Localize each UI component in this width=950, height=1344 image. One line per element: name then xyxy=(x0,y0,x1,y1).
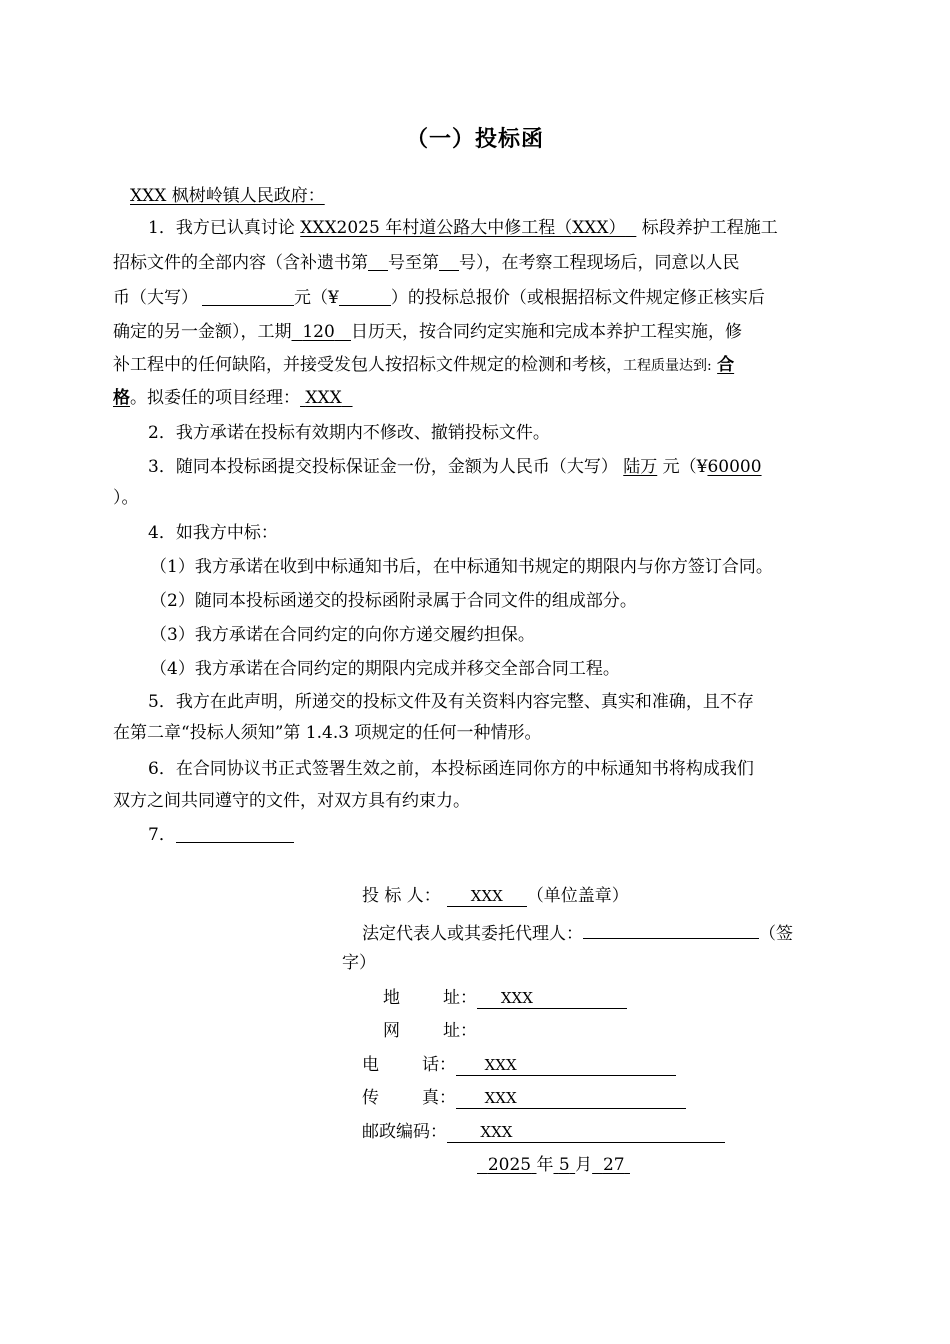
p6-line-1: 6．在合同协议书正式签署生效之前，本投标函连同你方的中标通知书将构成我们 xyxy=(148,759,754,779)
address-label: 地 xyxy=(383,988,400,1008)
fax-value: XXX xyxy=(456,1088,686,1109)
p7-number: 7． xyxy=(148,825,176,845)
p1-line-6 xyxy=(113,386,353,410)
date-month: 5 xyxy=(558,1155,570,1175)
date-day: 27 xyxy=(602,1155,625,1175)
p1-text: 日历天，按合同约定实施和完成本养护工程实施，修 xyxy=(350,322,742,342)
website-label: 址： xyxy=(443,1021,477,1041)
p3-text: 3．随同本投标函提交投标保证金一份，金额为人民币（大写） xyxy=(148,457,618,477)
bidder-label: 投 标 人： xyxy=(362,886,441,906)
quality-label: 工程质量达到: xyxy=(623,358,712,374)
total-price-number-blank xyxy=(339,287,391,306)
addressee-text: XXX 枫树岭镇人民政府： xyxy=(130,186,325,206)
postcode-label: 邮政编码： xyxy=(362,1122,447,1142)
duration-value: 120 xyxy=(302,322,335,342)
representative-signature-blank xyxy=(583,918,759,939)
postcode-row xyxy=(362,1120,725,1144)
phone-value: XXX xyxy=(456,1055,676,1076)
website-label: 网 xyxy=(383,1021,400,1041)
p5-line-2: 在第二章“投标人须知”第 1.4.3 项规定的任何一种情形。 xyxy=(113,723,542,743)
p4-item-1: （1）我方承诺在收到中标通知书后，在中标通知书规定的期限内与你方签订合同。 xyxy=(150,557,773,577)
p1-line-5 xyxy=(113,353,734,378)
date-row xyxy=(477,1153,630,1177)
p3-line-2: ）。 xyxy=(113,488,139,508)
p1-line-2 xyxy=(113,251,740,275)
p1-line-4 xyxy=(113,320,742,344)
phone-row xyxy=(362,1053,676,1077)
representative-note: （签 xyxy=(759,924,793,944)
manager-name: XXX xyxy=(305,388,342,408)
project-name: XXX2025 年村道公路大中修工程（XXX） xyxy=(300,218,626,238)
phone-label: 电 xyxy=(362,1055,379,1075)
fax-row xyxy=(362,1086,686,1110)
guarantee-amount-words: 陆万 xyxy=(623,457,658,477)
p1-line-3 xyxy=(113,286,765,310)
phone-label: 话： xyxy=(422,1055,456,1075)
website-row xyxy=(383,1019,477,1043)
p1-text: 确定的另一金额），工期 xyxy=(113,322,292,342)
quality-value-1: 合 xyxy=(717,355,735,375)
p1-text: 币（大写） xyxy=(113,288,198,308)
p1-text: ）的投标总报价（或根据招标文件规定修正核实后 xyxy=(390,288,765,308)
addendum-from-blank xyxy=(368,252,388,271)
bidder-note: （单位盖章） xyxy=(526,886,629,906)
p3-line-1 xyxy=(148,455,762,479)
p1-text: 标段养护工程施工 xyxy=(636,218,778,238)
p5-line-1: 5．我方在此声明，所递交的投标文件及有关资料内容完整、真实和准确，且不存 xyxy=(148,692,754,712)
p3-text: 元（¥ xyxy=(662,457,708,477)
postcode-value: XXX xyxy=(447,1122,725,1143)
bidder-value: XXX xyxy=(447,886,527,907)
page-title: （一）投标函 xyxy=(405,127,544,152)
p1-text: 元（¥ xyxy=(294,288,339,308)
p2: 2．我方承诺在投标有效期内不修改、撤销投标文件。 xyxy=(148,423,550,443)
address-label: 址： xyxy=(443,988,477,1008)
p6-line-2: 双方之间共同遵守的文件，对双方具有约束力。 xyxy=(113,791,470,811)
bidder-row xyxy=(362,884,629,908)
address-value: XXX xyxy=(477,988,627,1009)
total-price-words-blank xyxy=(202,287,294,306)
representative-note-cont: 字） xyxy=(342,953,376,973)
quality-value-2: 格 xyxy=(113,388,130,408)
date-month-label: 月 xyxy=(575,1155,593,1175)
guarantee-amount-number: 60000 xyxy=(707,457,762,477)
p7-blank xyxy=(176,824,294,843)
p4: 4．如我方中标： xyxy=(148,523,278,543)
p1-line-1 xyxy=(148,216,778,240)
date-year: 2025 xyxy=(487,1155,532,1175)
p7 xyxy=(148,823,294,847)
p1-text: 补工程中的任何缺陷，并接受发包人按招标文件规定的检测和考核， xyxy=(113,355,623,375)
p1-text: 1．我方已认真讨论 xyxy=(148,218,301,238)
addendum-to-blank xyxy=(439,252,459,271)
p1-text: 号至第 xyxy=(388,253,439,273)
p1-text: 。拟委任的项目经理： xyxy=(130,388,300,408)
p4-item-3: （3）我方承诺在合同约定的向你方递交履约担保。 xyxy=(150,625,535,645)
representative-row xyxy=(362,918,793,946)
addressee xyxy=(130,184,325,208)
p1-text: 招标文件的全部内容（含补遗书第 xyxy=(113,253,368,273)
fax-label: 传 xyxy=(362,1088,379,1108)
p4-item-2: （2）随同本投标函递交的投标函附录属于合同文件的组成部分。 xyxy=(150,591,637,611)
p4-item-4: （4）我方承诺在合同约定的期限内完成并移交全部合同工程。 xyxy=(150,659,620,679)
date-year-label: 年 xyxy=(536,1155,554,1175)
p1-text: 号），在考察工程现场后，同意以人民 xyxy=(459,253,740,273)
address-row xyxy=(383,986,627,1010)
representative-label: 法定代表人或其委托代理人： xyxy=(362,924,583,944)
fax-label: 真： xyxy=(422,1088,456,1108)
